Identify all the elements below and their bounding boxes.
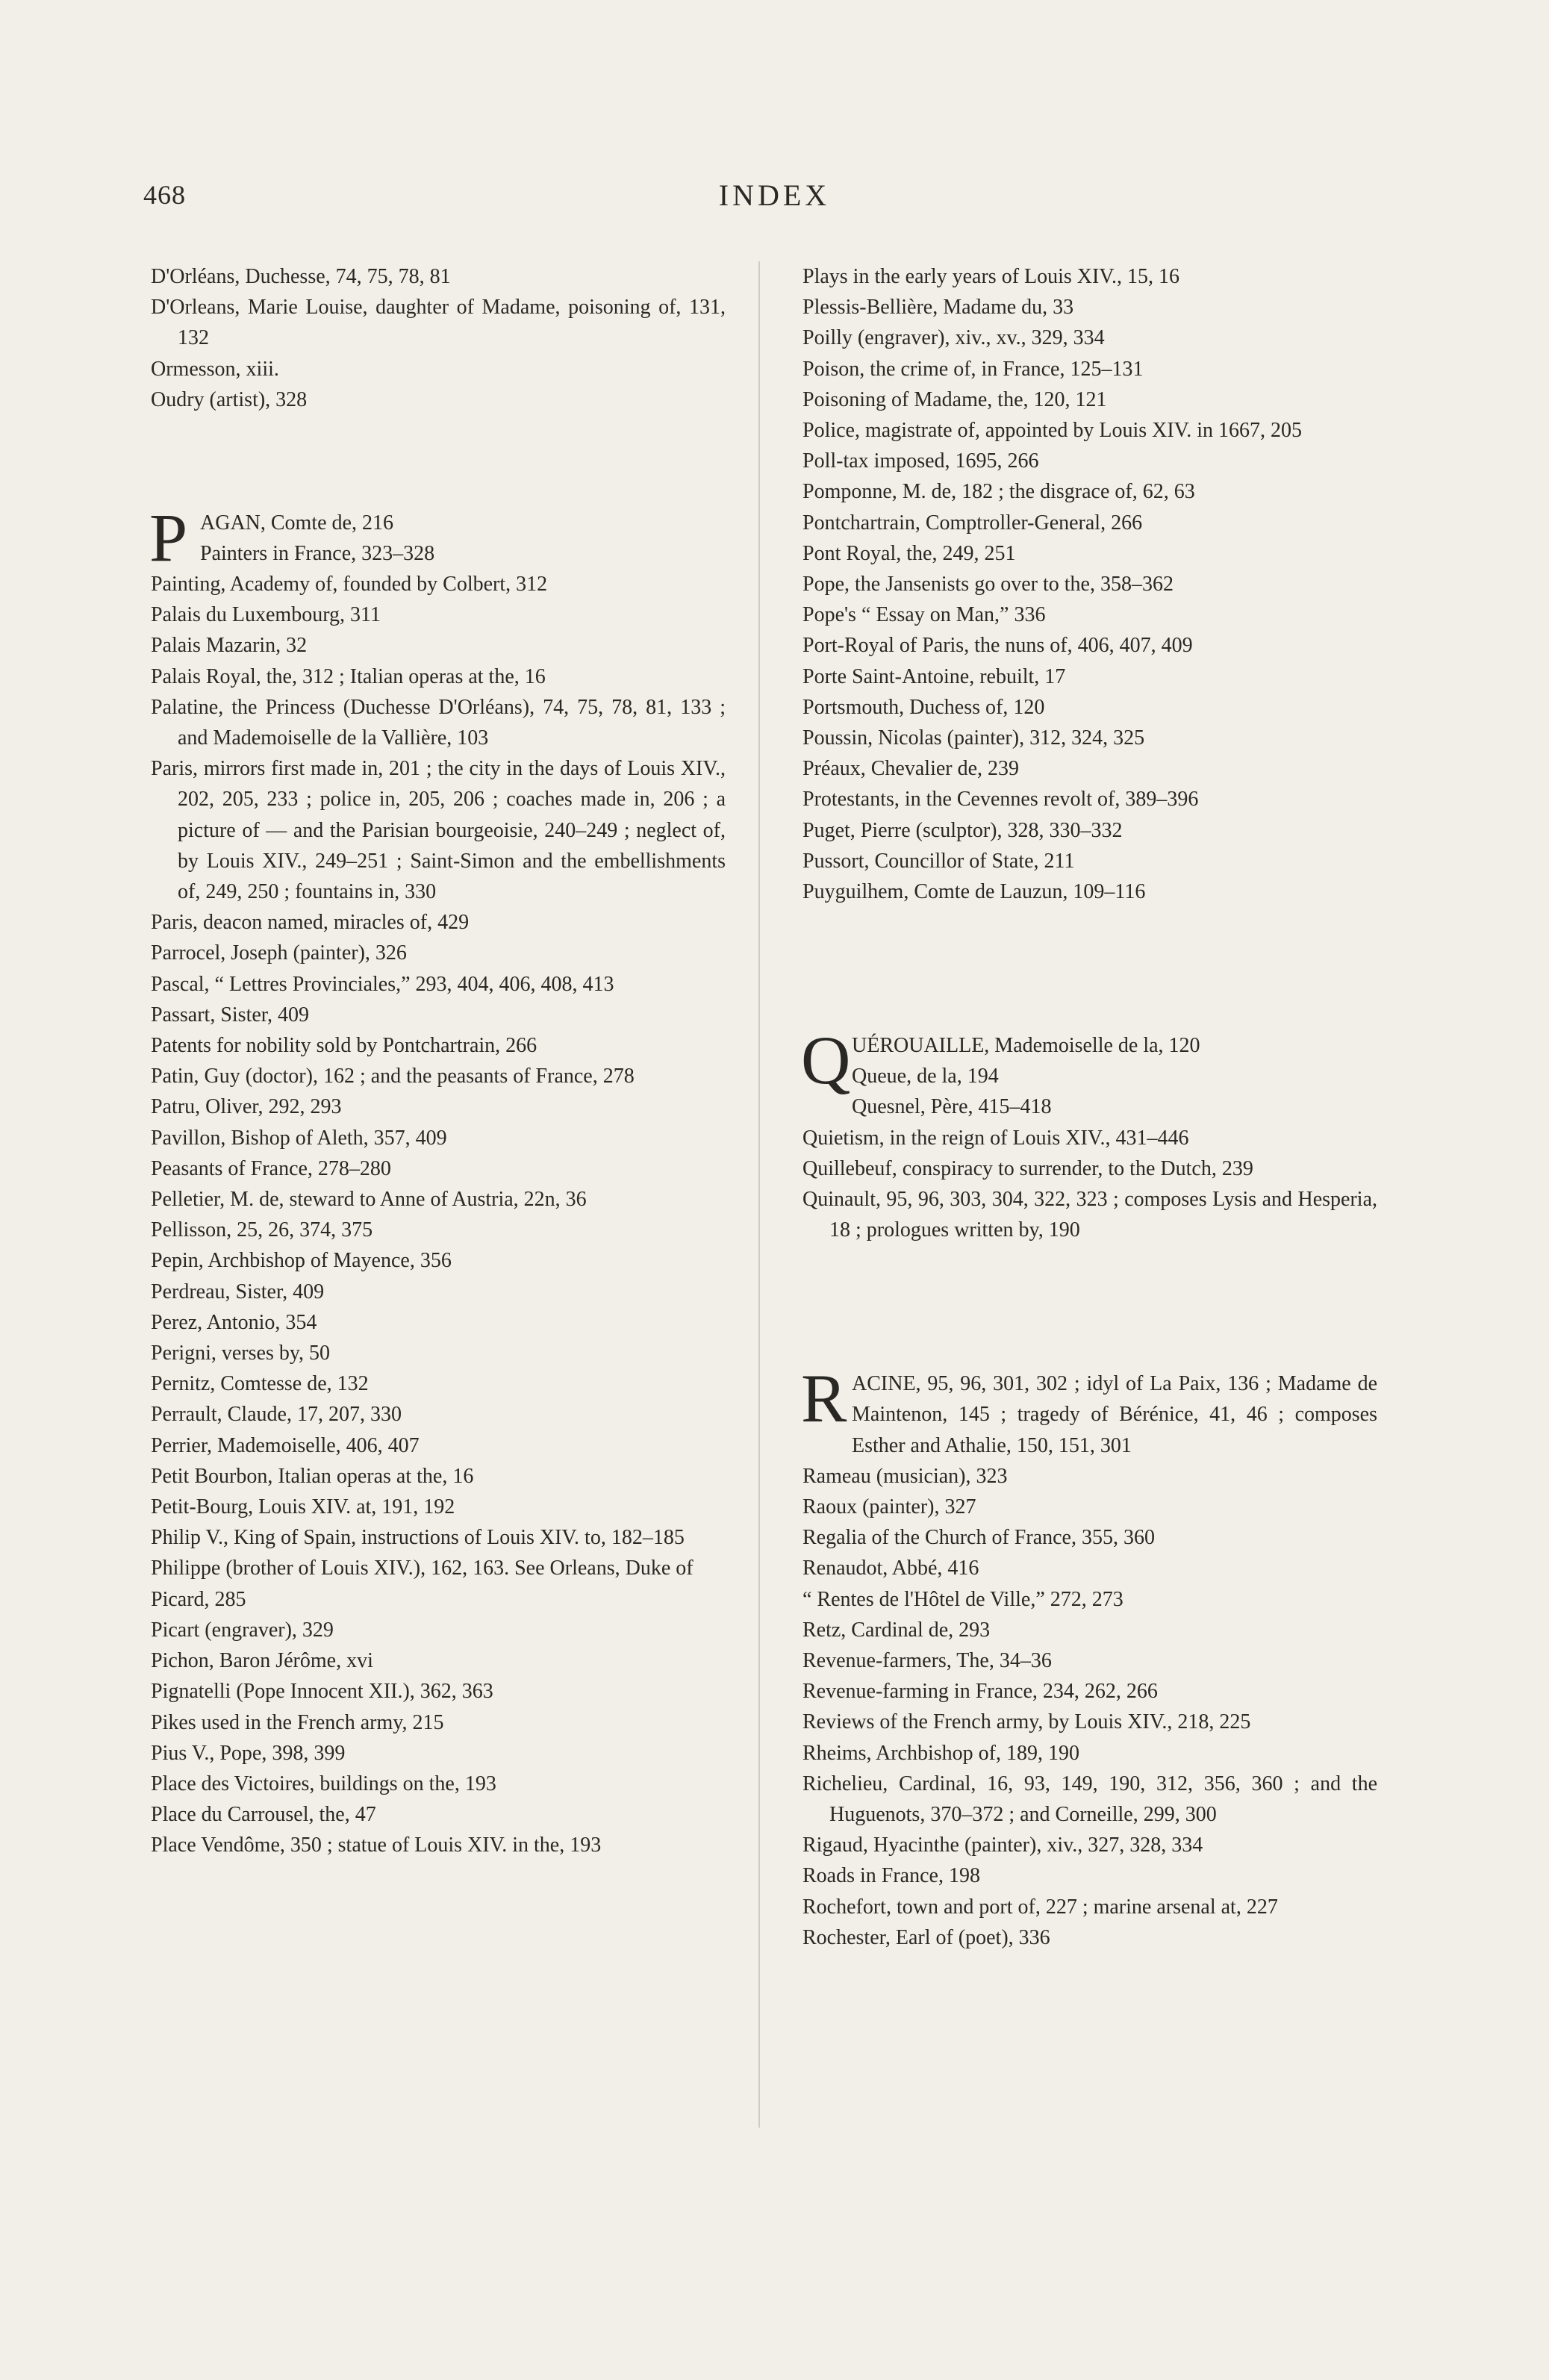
index-entry: Perrier, Mademoiselle, 406, 407	[151, 1433, 420, 1457]
section-r-heading	[801, 1360, 1377, 1461]
index-entry: Painters in France, 323–328	[200, 541, 435, 565]
index-entry: Place des Victoires, buildings on the, 193	[151, 1772, 496, 1795]
index-entry: Pepin, Archbishop of Mayence, 356	[151, 1249, 452, 1273]
index-entry: Poilly (engraver), xiv., xv., 329, 334	[802, 326, 1105, 350]
index-entry: D'Orleans, Marie Louise, daughter of Madame, poisoning of, 131, 132	[151, 296, 726, 350]
index-entry: Préaux, Chevalier de, 239	[802, 757, 1020, 781]
index-entry: Perdreau, Sister, 409	[151, 1280, 325, 1303]
index-entry: Protestants, in the Cevennes revolt of, 389–396	[802, 788, 1199, 811]
index-entry: Quinault, 95, 96, 303, 304, 322, 323 ; composes Lysis and Hesperia, 18 ; prologues written by, 190	[802, 1188, 1377, 1242]
entry-group	[802, 261, 1377, 907]
index-entry: Oudry (artist), 328	[151, 387, 308, 411]
index-entry: Place du Carrousel, the, 47	[151, 1803, 376, 1827]
index-entry: Raoux (painter), 327	[802, 1495, 976, 1518]
index-entry: Regalia of the Church of France, 355, 360	[802, 1526, 1155, 1550]
index-entry: Palais Royal, the, 312 ; Italian operas at the, 16	[151, 664, 546, 688]
index-entry: Perrault, Claude, 17, 207, 330	[151, 1403, 402, 1427]
index-entry: Peasants of France, 278–280	[151, 1156, 391, 1180]
index-entry: Pont Royal, the, 249, 251	[802, 541, 1016, 565]
entry-group	[852, 1030, 1377, 1123]
index-entry: Parrocel, Joseph (painter), 326	[151, 941, 407, 965]
index-entry: Rochester, Earl of (poet), 336	[802, 1925, 1050, 1949]
index-entry: Philippe (brother of Louis XIV.), 162, 163. See Orleans, Duke of	[151, 1557, 694, 1580]
index-entry: Pernitz, Comtesse de, 132	[151, 1372, 369, 1396]
index-entry: Palatine, the Princess (Duchesse D'Orléans), 74, 75, 78, 81, 133 ; and Mademoiselle de la Vallière, 103	[151, 695, 726, 750]
drop-cap-r: R	[801, 1360, 847, 1437]
index-entry: Rheims, Archbishop of, 189, 190	[802, 1741, 1079, 1765]
entry-group	[200, 508, 726, 569]
index-entry: Pichon, Baron Jérôme, xvi	[151, 1649, 373, 1673]
index-entry: Pelletier, M. de, steward to Anne of Austria, 22n, 36	[151, 1188, 587, 1212]
index-entry: Roads in France, 198	[802, 1864, 980, 1888]
index-entry: D'Orléans, Duchesse, 74, 75, 78, 81	[151, 265, 451, 288]
index-entry: Pope's “ Essay on Man,” 336	[802, 603, 1046, 627]
index-entry: Petit-Bourg, Louis XIV. at, 191, 192	[151, 1495, 455, 1519]
index-entry: Place Vendôme, 350 ; statue of Louis XIV. in the, 193	[151, 1834, 602, 1857]
section-p-heading	[149, 499, 726, 576]
index-entry: Rochefort, town and port of, 227 ; marine arsenal at, 227	[802, 1895, 1278, 1919]
index-entry: Police, magistrate of, appointed by Louis XIV. in 1667, 205	[802, 419, 1303, 443]
index-entry: Pontchartrain, Comptroller-General, 266	[802, 511, 1143, 535]
drop-cap-q: Q	[801, 1022, 851, 1099]
index-entry: Pius V., Pope, 398, 399	[151, 1741, 346, 1765]
index-entry: Philip V., King of Spain, instructions of Louis XIV. to, 182–185	[151, 1526, 685, 1550]
index-entry: Pellisson, 25, 26, 374, 375	[151, 1218, 373, 1242]
index-entry: Painting, Academy of, founded by Colbert, 312	[151, 572, 548, 596]
index-entry: Palais Mazarin, 32	[151, 634, 308, 658]
index-entry: Poisoning of Madame, the, 120, 121	[802, 387, 1107, 411]
section-q-heading	[801, 1022, 1377, 1123]
entry-group	[802, 1461, 1377, 1953]
index-entry: Passart, Sister, 409	[151, 1003, 309, 1027]
index-entry: Pascal, “ Lettres Provinciales,” 293, 404, 406, 408, 413	[151, 972, 614, 996]
column-divider	[758, 261, 760, 2128]
right-column	[802, 261, 1377, 1953]
entry-group	[151, 569, 726, 1861]
index-entry: Pomponne, M. de, 182 ; the disgrace of, 62, 63	[802, 480, 1195, 504]
entry-group	[852, 1368, 1377, 1461]
index-entry: Rameau (musician), 323	[802, 1464, 1008, 1488]
index-entry: Richelieu, Cardinal, 16, 93, 149, 190, 312, 356, 360 ; and the Huguenots, 370–372 ; and Corneille, 299, 300	[802, 1772, 1377, 1827]
index-entry: Port-Royal of Paris, the nuns of, 406, 407, 409	[802, 634, 1193, 658]
index-entry: Plays in the early years of Louis XIV., 15, 16	[802, 265, 1179, 288]
index-entry: Plessis-Bellière, Madame du, 33	[802, 296, 1074, 320]
index-entry: Palais du Luxembourg, 311	[151, 603, 381, 627]
index-entry: Petit Bourbon, Italian operas at the, 16	[151, 1464, 474, 1488]
index-entry: UÉROUAILLE, Mademoiselle de la, 120	[852, 1034, 1200, 1058]
index-entry: Pope, the Jansenists go over to the, 358–362	[802, 573, 1174, 596]
index-entry: Porte Saint-Antoine, rebuilt, 17	[802, 664, 1066, 688]
index-entry: “ Rentes de l'Hôtel de Ville,” 272, 273	[802, 1587, 1123, 1611]
index-entry: Queue, de la, 194	[852, 1065, 999, 1088]
index-entry: Paris, deacon named, miracles of, 429	[151, 911, 470, 935]
index-entry: Pavillon, Bishop of Aleth, 357, 409	[151, 1126, 447, 1150]
index-entry: Poll-tax imposed, 1695, 266	[802, 449, 1039, 473]
entry-group	[802, 1123, 1377, 1246]
index-entry: Perez, Antonio, 354	[151, 1310, 317, 1334]
index-entry: Picard, 285	[151, 1587, 246, 1611]
index-entry: Paris, mirrors first made in, 201 ; the city in the days of Louis XIV., 202, 205, 233 ; police in, 205, 206 ; coaches made in, 206 ; a picture of — and the Parisian bourgeoisie, 240–249 ; neglect of, by Louis XIV., 249–251 ; Saint-Simon and the embellishments of, 249, 250 ; fountains in, 330	[151, 757, 726, 904]
index-entry: Ormesson, xiii.	[151, 357, 279, 381]
drop-cap-p: P	[149, 499, 188, 576]
index-entry: Pikes used in the French army, 215	[151, 1710, 444, 1734]
index-entry: Reviews of the French army, by Louis XIV., 218, 225	[802, 1710, 1251, 1734]
index-entry: Patents for nobility sold by Pontchartrain, 266	[151, 1034, 537, 1058]
index-entry: AGAN, Comte de, 216	[200, 511, 393, 535]
page-number: 468	[143, 180, 186, 210]
index-entry: Pignatelli (Pope Innocent XII.), 362, 363	[151, 1680, 493, 1704]
index-entry: ACINE, 95, 96, 301, 302 ; idyl of La Paix, 136 ; Madame de Maintenon, 145 ; tragedy of Bérénice, 41, 46 ; composes Esther and Athalie, 150, 151, 301	[852, 1372, 1377, 1457]
index-entry: Renaudot, Abbé, 416	[802, 1557, 979, 1580]
entry-group	[151, 261, 726, 415]
index-entry: Puyguilhem, Comte de Lauzun, 109–116	[802, 880, 1146, 904]
index-entry: Pussort, Councillor of State, 211	[802, 849, 1075, 873]
index-entry: Poison, the crime of, in France, 125–131	[802, 357, 1144, 381]
index-entry: Perigni, verses by, 50	[151, 1342, 331, 1365]
index-entry: Quillebeuf, conspiracy to surrender, to the Dutch, 239	[802, 1156, 1253, 1180]
index-entry: Poussin, Nicolas (painter), 312, 324, 325	[802, 726, 1145, 750]
left-column	[151, 261, 726, 1861]
index-entry: Revenue-farmers, The, 34–36	[802, 1649, 1052, 1673]
index-entry: Retz, Cardinal de, 293	[802, 1618, 991, 1642]
index-entry: Patin, Guy (doctor), 162 ; and the peasants of France, 278	[151, 1065, 635, 1088]
index-entry: Puget, Pierre (sculptor), 328, 330–332	[802, 818, 1123, 842]
index-entry: Revenue-farming in France, 234, 262, 266	[802, 1680, 1158, 1704]
index-entry: Quesnel, Père, 415–418	[852, 1095, 1052, 1119]
index-entry: Patru, Oliver, 292, 293	[151, 1095, 342, 1119]
index-entry: Picart (engraver), 329	[151, 1618, 334, 1642]
index-entry: Rigaud, Hyacinthe (painter), xiv., 327, 328, 334	[802, 1834, 1203, 1857]
page-title: INDEX	[718, 178, 831, 212]
index-entry: Portsmouth, Duchess of, 120	[802, 695, 1045, 719]
index-entry: Quietism, in the reign of Louis XIV., 431–446	[802, 1126, 1189, 1150]
